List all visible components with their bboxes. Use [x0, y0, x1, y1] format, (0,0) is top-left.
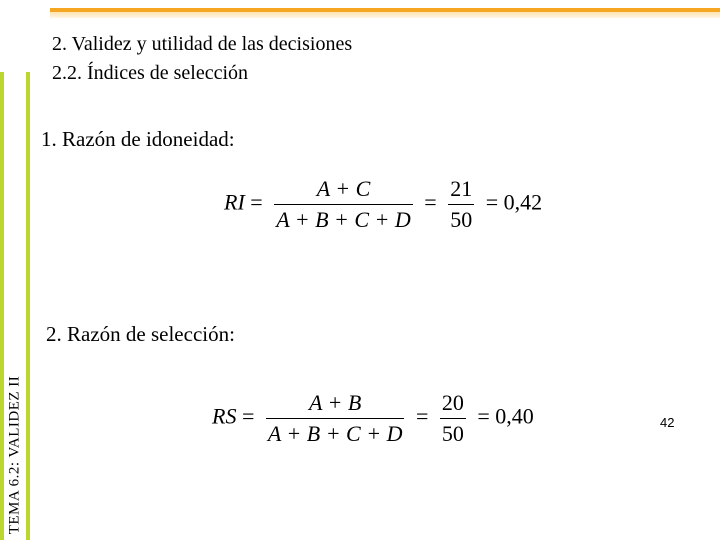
formula-rs-denominator: A + B + C + D: [267, 421, 403, 446]
slide-title: [52, 30, 352, 88]
title-line-2: 2.2. Índices de selección: [52, 62, 249, 84]
page-number: 42: [660, 415, 675, 430]
formula-rs-eq2: =: [415, 403, 429, 429]
formula-ri-value-num: 21: [448, 176, 474, 205]
formula-ri-eq3: =: [485, 189, 499, 215]
title-line-1: 2. Validez y utilidad de las decisiones: [52, 33, 353, 55]
formula-rs-numerator: A + B: [266, 390, 405, 419]
formula-rs-value-num: 20: [440, 390, 466, 419]
formula-rs-value-fraction: [440, 390, 466, 447]
formula-ri: [224, 176, 542, 233]
formula-ri-eq2: =: [424, 189, 437, 215]
formula-rs-lhs: RS: [212, 403, 237, 429]
formula-ri-fraction: [274, 176, 413, 233]
formula-rs: [212, 390, 534, 447]
formula-ri-eq1: =: [250, 189, 263, 215]
formula-ri-lhs: RI: [224, 189, 245, 215]
formula-ri-value-den: 50: [450, 207, 473, 232]
top-bar-corner: [0, 0, 50, 18]
formula-rs-fraction: [266, 390, 405, 447]
top-accent-bar: [0, 0, 720, 18]
formula-rs-eq3: =: [477, 403, 490, 429]
formula-rs-result: 0,40: [495, 403, 534, 429]
formula-ri-numerator: A + C: [274, 176, 413, 205]
formula-rs-eq1: =: [241, 403, 255, 429]
sidebar-label: TEMA 6.2: VALIDEZ II: [6, 375, 23, 535]
formula-ri-denominator: A + B + C + D: [276, 207, 411, 232]
formula-rs-value-den: 50: [441, 421, 464, 446]
section1-heading: 1. Razón de idoneidad:: [41, 127, 235, 151]
formula-ri-result: 0,42: [503, 189, 543, 215]
formula-ri-value-fraction: [448, 176, 474, 233]
section2-heading: 2. Razón de selección:: [46, 322, 235, 346]
